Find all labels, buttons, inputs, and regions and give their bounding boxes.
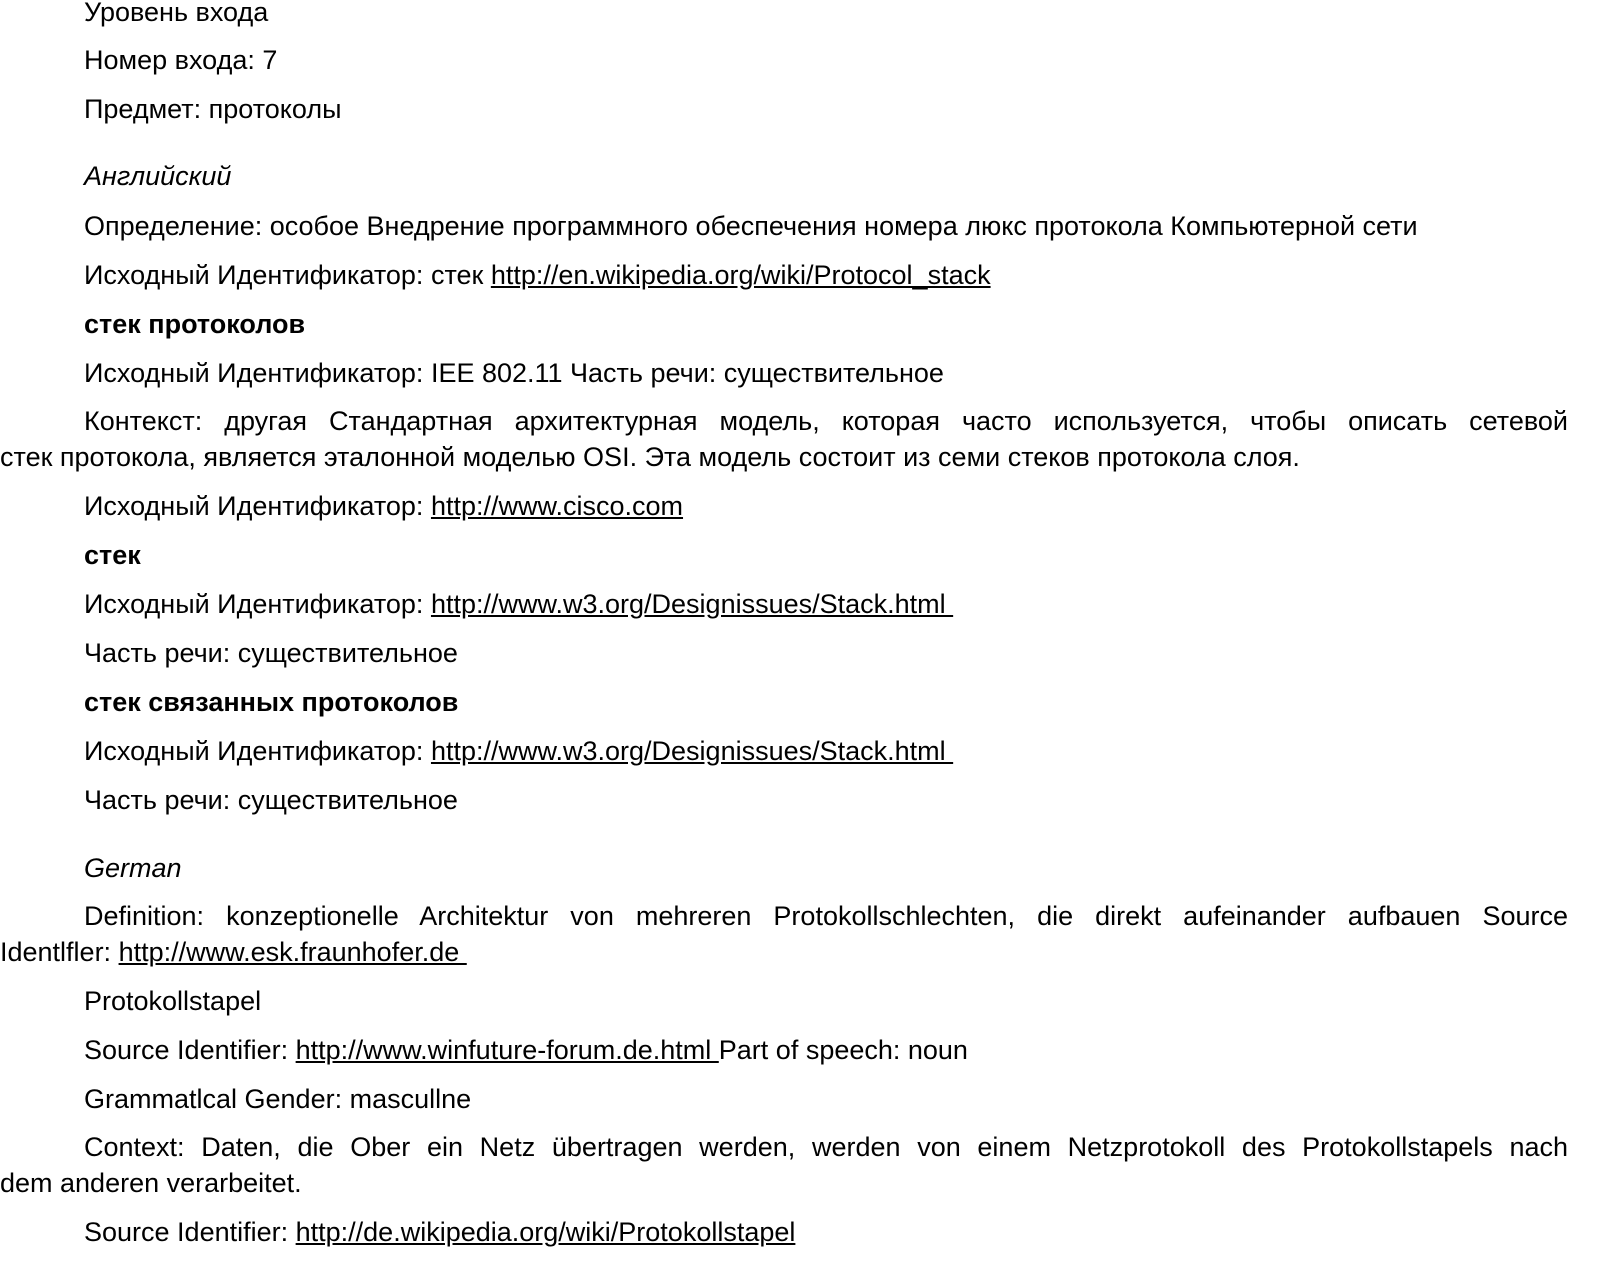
- german-context: [0, 1129, 1568, 1201]
- entry-number: Номер входа: 7: [84, 45, 278, 75]
- russian-source-2: Исходный Идентификатор: IEE 802.11 Часть речи: существительное: [84, 358, 944, 388]
- source-link[interactable]: http://www.winfuture-forum.de.html: [295, 1035, 719, 1065]
- definition-link[interactable]: http://www.esk.fraunhofer.de: [118, 937, 467, 967]
- russian-source-1: [84, 259, 991, 291]
- russian-heading: Английский: [84, 161, 232, 191]
- russian-pos-1: Часть речи: существительное: [84, 638, 458, 668]
- source-link[interactable]: http://www.cisco.com: [430, 491, 684, 521]
- russian-source-4: [84, 588, 953, 620]
- russian-source-5: [84, 735, 953, 767]
- context-line-2: стек протокола, является эталонной моделью OSI. Эта модель состоит из семи стеков протокола слоя.: [0, 442, 1300, 472]
- russian-context: [0, 403, 1568, 475]
- german-definition: [0, 898, 1568, 970]
- russian-pos-2: Часть речи: существительное: [84, 785, 458, 815]
- source-prefix: Source Identifier:: [84, 1035, 296, 1065]
- definition-line-2: [0, 934, 1568, 970]
- russian-term-3: стек связанных протоколов: [84, 687, 459, 717]
- context-line-2: dem anderen verarbeitet.: [0, 1168, 302, 1198]
- source-prefix: Source Identifier:: [84, 1217, 296, 1247]
- source-link[interactable]: http://en.wikipedia.org/wiki/Protocol_stack: [490, 260, 991, 290]
- source-link[interactable]: http://www.w3.org/Designissues/Stack.html: [430, 589, 954, 619]
- definition-prefix: Identlfler:: [0, 937, 119, 967]
- part-of-speech: Part of speech: noun: [718, 1035, 968, 1065]
- source-link[interactable]: http://de.wikipedia.org/wiki/Protokollstapel: [295, 1217, 796, 1247]
- source-prefix: Исходный Идентификатор:: [84, 736, 431, 766]
- russian-term-2: стек: [84, 540, 141, 570]
- russian-source-3: [84, 490, 683, 522]
- context-line-1: Context: Daten, die Ober ein Netz übertragen werden, werden von einem Netzprotokoll des Protokollstapels nach: [84, 1132, 1568, 1162]
- german-source-2: [84, 1216, 795, 1248]
- source-prefix: Исходный Идентификатор: стек: [84, 260, 491, 290]
- context-line-1: Контекст: другая Стандартная архитектурная модель, которая часто используется, чтобы описать сетевой: [84, 406, 1568, 436]
- german-heading: German: [84, 853, 182, 883]
- german-source-1: [84, 1034, 968, 1066]
- german-gender: Grammatlcal Gender: mascullne: [84, 1084, 472, 1114]
- source-prefix: Исходный Идентификатор:: [84, 491, 431, 521]
- russian-definition: Определение: особое Внедрение программного обеспечения номера люкс протокола Компьютерной сети: [84, 211, 1418, 241]
- entry-level-label: Уровень входа: [84, 0, 269, 27]
- source-link[interactable]: http://www.w3.org/Designissues/Stack.html: [430, 736, 954, 766]
- definition-line-1: Definition: konzeptionelle Architektur von mehreren Protokollschlechten, die direkt aufeinander aufbauen Source: [84, 901, 1568, 931]
- russian-term-1: стек протоколов: [84, 309, 306, 339]
- source-prefix: Исходный Идентификатор:: [84, 589, 431, 619]
- entry-subject: Предмет: протоколы: [84, 94, 342, 124]
- german-term: Protokollstapel: [84, 986, 262, 1016]
